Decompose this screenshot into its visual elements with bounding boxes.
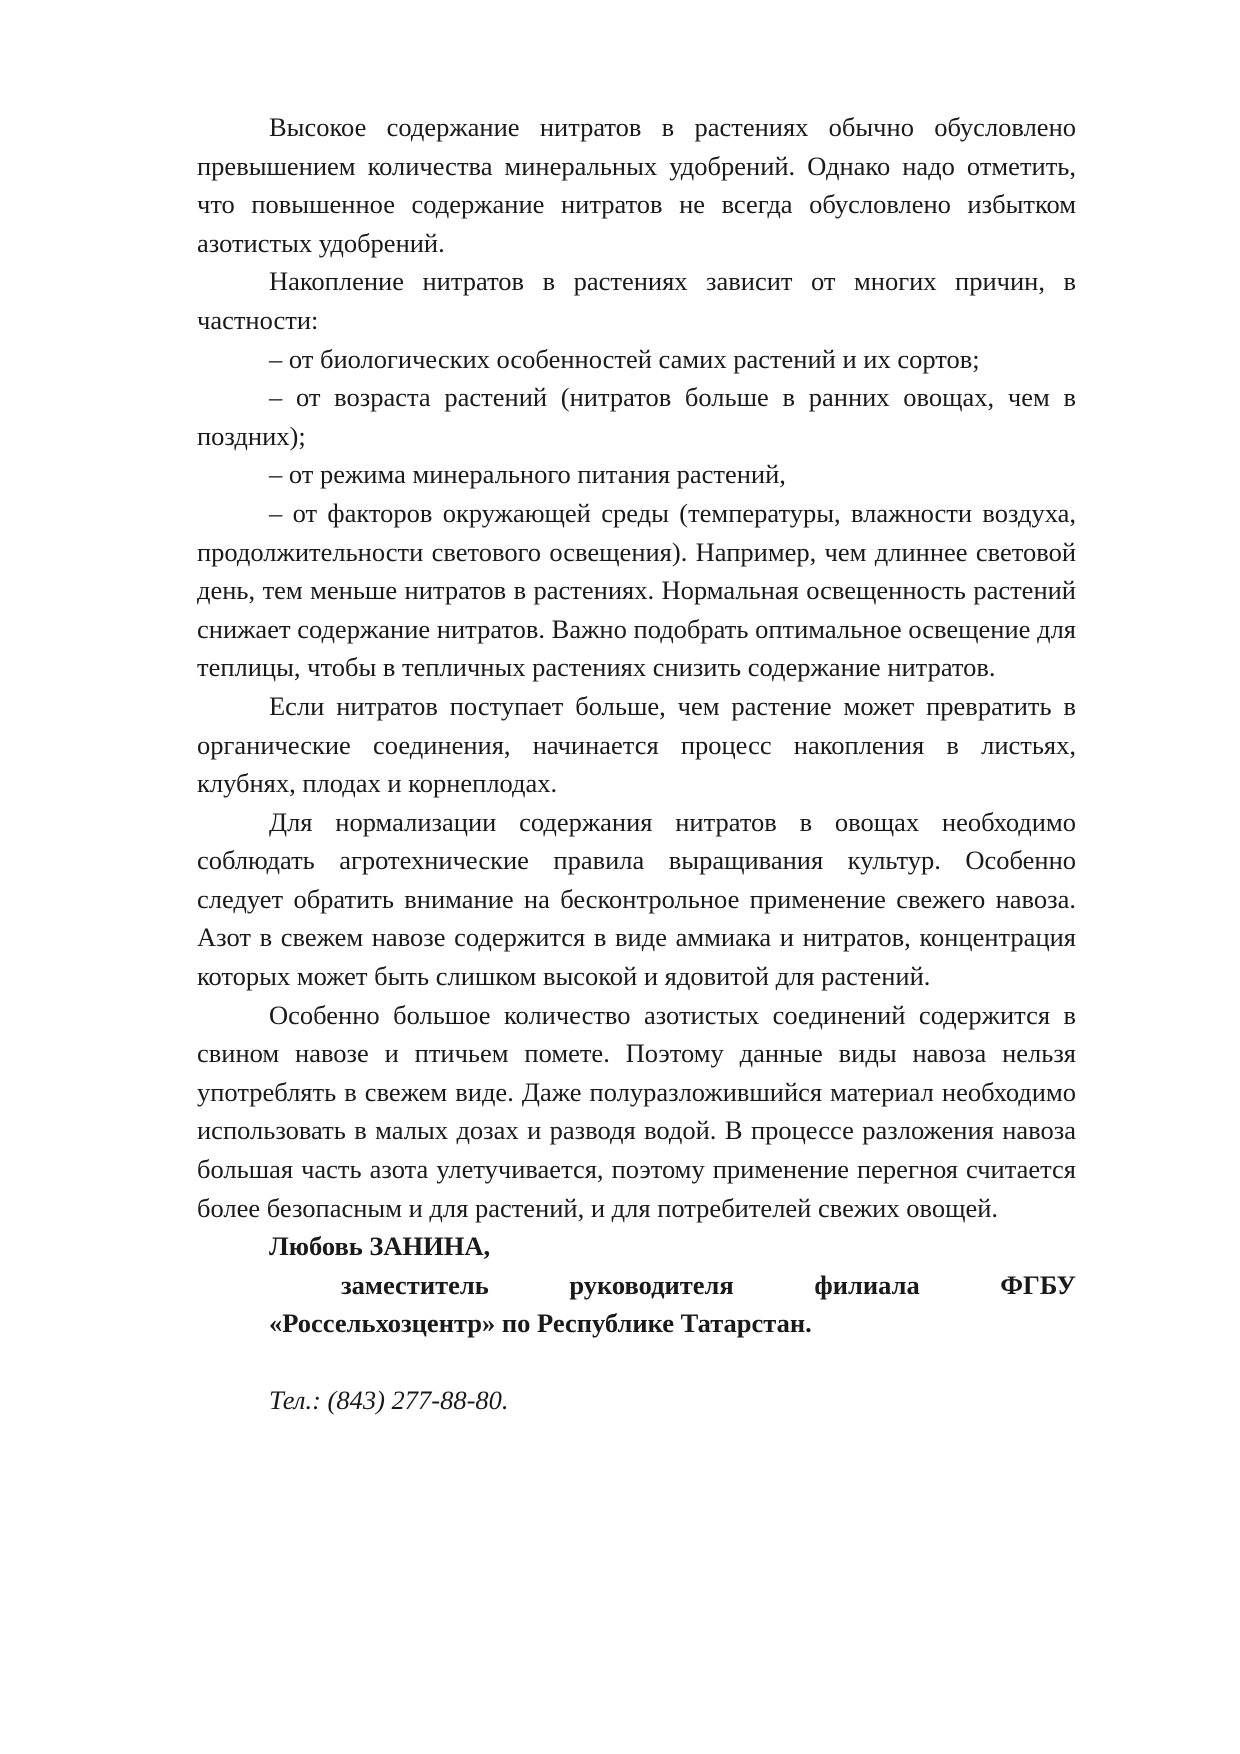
list-item-environment: – от факторов окружающей среды (температуры, влажности воздуха, продолжительности светового освещения). Например, чем длиннее световой день, тем меньше нитратов в растениях. Нормальная освещенность растений снижает содержание нитратов. Важно подобрать оптимальное освещение для теплицы, чтобы в тепличных растениях снизить содержание нитратов. [197, 497, 1076, 683]
document-page [197, 108, 1076, 1420]
list-item-biological: – от биологических особенностей самих растений и их сортов; [269, 343, 980, 374]
paragraph-manure: Особенно большое количество азотистых соединений содержится в свином навозе и птичьем помете. Поэтому данные виды навоза нельзя употреблять в свежем виде. Даже полуразложившийся материал необходимо использовать в малых дозах и разводя водой. В процессе разложения навоза большая часть азота улетучивается, поэтому применение перегноя считается более безопасным и для растений, и для потребителей свежих овощей. [197, 999, 1076, 1223]
phone-number: Тел.: (843) 277-88-80. [269, 1385, 509, 1415]
author-title-line-2: «Россельхозцентр» по Республике Татарстан. [269, 1308, 812, 1339]
paragraph-2: Накопление нитратов в растениях зависит от многих причин, в частности: [197, 266, 1076, 335]
author-title-word: заместитель [341, 1269, 489, 1300]
author-title-word: руководителя [569, 1269, 734, 1300]
paragraph-1: Высокое содержание нитратов в растениях обычно обусловлено превышением количества минеральных удобрений. Однако надо отметить, что повышенное содержание нитратов не всегда обусловлено избытком азотистых удобрений. [197, 112, 1076, 258]
paragraph-normalization: Для нормализации содержания нитратов в овощах необходимо соблюдать агротехнические правила выращивания культур. Особенно следует обратить внимание на бесконтрольное применение свежего навоза. Азот в свежем навозе содержится в виде аммиака и нитратов, концентрация которых может быть слишком высокой и ядовитой для растений. [197, 806, 1076, 992]
author-name: Любовь ЗАНИНА, [269, 1231, 491, 1262]
author-title-line-1 [197, 1266, 1076, 1305]
author-title-word: филиала [814, 1269, 920, 1300]
paragraph-accumulation: Если нитратов поступает больше, чем растение может превратить в органические соединения, начинается процесс накопления в листьях, клубнях, плодах и корнеплодах. [197, 690, 1076, 799]
author-title-word: ФГБУ [1000, 1269, 1076, 1300]
list-item-nutrition: – от режима минерального питания растений, [269, 459, 786, 490]
list-item-age: – от возраста растений (нитратов больше в ранних овощах, чем в поздних); [197, 382, 1076, 451]
author-title [197, 1266, 1076, 1343]
